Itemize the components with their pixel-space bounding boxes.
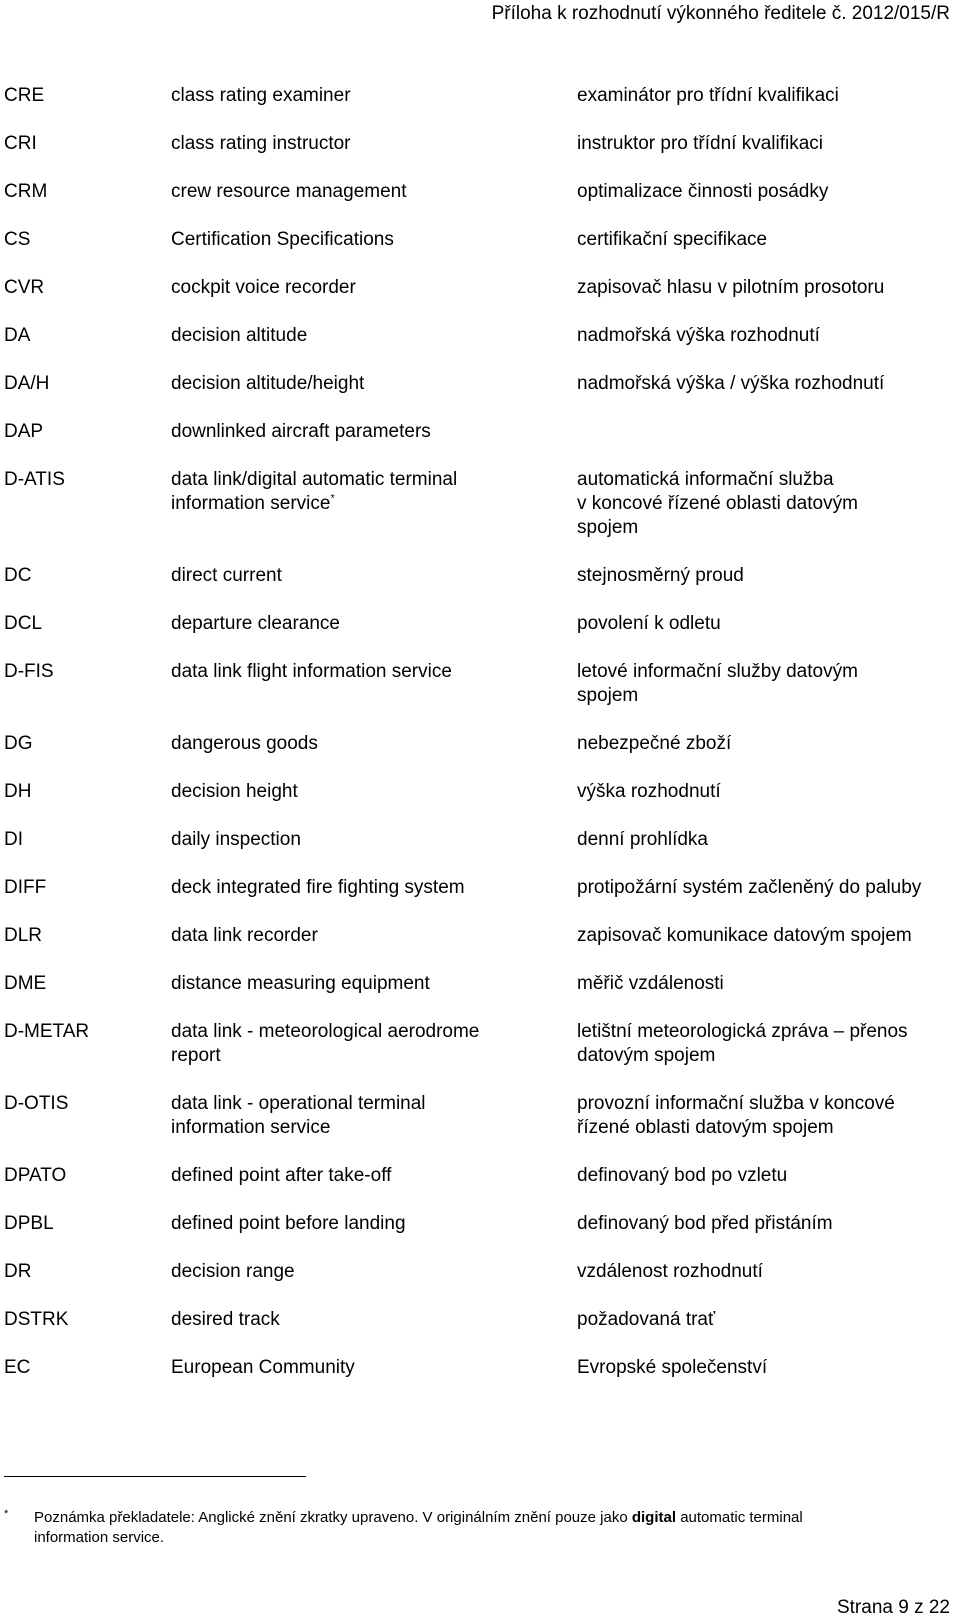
english-term-line: report xyxy=(171,1045,221,1066)
czech-term-cell xyxy=(577,1212,833,1236)
czech-term-line: v koncové řízené oblasti datovým xyxy=(577,493,858,514)
footnote-text-line2: information service. xyxy=(34,1529,165,1546)
czech-term-cell xyxy=(577,780,721,804)
english-term-cell xyxy=(171,1308,280,1332)
footnote-rule xyxy=(4,1476,306,1477)
abbreviation-cell: DPBL xyxy=(4,1213,54,1234)
english-term-line: information service xyxy=(171,1117,331,1138)
footnote xyxy=(4,1508,956,1548)
czech-term-line: examinátor pro třídní kvalifikaci xyxy=(577,85,839,106)
czech-term-cell xyxy=(577,828,708,852)
table-row xyxy=(4,420,956,444)
czech-term-line: protipožární systém začleněný do paluby xyxy=(577,877,922,898)
abbreviation-cell: CVR xyxy=(4,277,45,298)
abbreviation-cell: CS xyxy=(4,229,31,250)
czech-term-line: certifikační specifikace xyxy=(577,229,768,250)
table-row xyxy=(4,324,956,348)
czech-term-cell xyxy=(577,612,721,636)
czech-term-cell xyxy=(577,1092,895,1140)
english-term-line: decision range xyxy=(171,1261,295,1282)
footnote-bold-word: digital xyxy=(631,1509,677,1526)
page-number: Strana 9 z 22 xyxy=(836,1597,950,1618)
english-term-line: decision height xyxy=(171,781,298,802)
czech-term-line: nebezpečné zboží xyxy=(577,733,732,754)
czech-term-cell xyxy=(577,1308,715,1332)
abbreviation-cell: DG xyxy=(4,733,33,754)
czech-term-cell xyxy=(577,372,884,396)
table-row xyxy=(4,1212,956,1236)
czech-term-line: definovaný bod před přistáním xyxy=(577,1213,833,1234)
abbreviation-cell: DCL xyxy=(4,613,43,634)
czech-term-line: Evropské společenství xyxy=(577,1357,768,1378)
english-term-cell xyxy=(171,468,457,516)
czech-term-line: automatická informační služba xyxy=(577,469,834,490)
czech-term-cell xyxy=(577,132,823,156)
english-term-line: class rating examiner xyxy=(171,85,351,106)
table-row xyxy=(4,780,956,804)
footnote-text: Poznámka překladatele: Anglické znění zkratky upraveno. V originálním znění pouze jako digital automatic terminal xyxy=(34,1509,803,1526)
footnote-reference: * xyxy=(330,492,335,505)
english-term-line: direct current xyxy=(171,565,282,586)
english-term-cell xyxy=(171,1212,406,1236)
english-term-line: data link - operational terminal xyxy=(171,1093,426,1114)
english-term-cell xyxy=(171,1356,355,1380)
czech-term-line: požadovaná trať xyxy=(577,1309,716,1330)
czech-term-cell xyxy=(577,228,767,252)
czech-term-line: řízené oblasti datovým spojem xyxy=(577,1117,834,1138)
czech-term-cell xyxy=(577,732,731,756)
czech-term-cell xyxy=(577,660,858,708)
table-row xyxy=(4,1356,956,1380)
english-term-line: decision altitude xyxy=(171,325,308,346)
table-row xyxy=(4,612,956,636)
czech-term-cell xyxy=(577,84,839,108)
czech-term-line: optimalizace činnosti posádky xyxy=(577,181,829,202)
table-row xyxy=(4,468,956,540)
table-row xyxy=(4,372,956,396)
english-term-cell xyxy=(171,828,301,852)
english-term-cell xyxy=(171,876,465,900)
czech-term-line: spojem xyxy=(577,685,639,706)
table-row xyxy=(4,828,956,852)
czech-term-line: nadmořská výška rozhodnutí xyxy=(577,325,820,346)
english-term-cell xyxy=(171,972,430,996)
english-term-cell xyxy=(171,564,282,588)
czech-term-line: definovaný bod po vzletu xyxy=(577,1165,788,1186)
abbreviation-cell: D-OTIS xyxy=(4,1093,69,1114)
english-term-line: defined point after take-off xyxy=(171,1165,392,1186)
english-term-cell xyxy=(171,780,298,804)
english-term-cell xyxy=(171,924,318,948)
table-row xyxy=(4,1260,956,1284)
czech-term-line: provozní informační služba v koncové xyxy=(577,1093,895,1114)
table-row xyxy=(4,228,956,252)
table-row xyxy=(4,1092,956,1140)
english-term-line: distance measuring equipment xyxy=(171,973,430,994)
czech-term-cell xyxy=(577,180,828,204)
english-term-line: desired track xyxy=(171,1309,280,1330)
czech-term-line: výška rozhodnutí xyxy=(577,781,721,802)
czech-term-line: letové informační služby datovým xyxy=(577,661,858,682)
english-term-line: data link flight information service xyxy=(171,661,452,682)
english-term-cell xyxy=(171,372,364,396)
table-row xyxy=(4,732,956,756)
abbreviation-cell: D-ATIS xyxy=(4,469,65,490)
table-row xyxy=(4,1164,956,1188)
table-row xyxy=(4,132,956,156)
table-row xyxy=(4,276,956,300)
english-term-cell xyxy=(171,732,318,756)
english-term-line: class rating instructor xyxy=(171,133,351,154)
english-term-cell xyxy=(171,180,407,204)
czech-term-cell xyxy=(577,564,744,588)
abbreviation-cell: DA/H xyxy=(4,373,50,394)
english-term-cell xyxy=(171,612,340,636)
czech-term-line: denní prohlídka xyxy=(577,829,708,850)
abbreviation-cell: DAP xyxy=(4,421,44,442)
english-term-line: dangerous goods xyxy=(171,733,318,754)
english-term-cell xyxy=(171,324,307,348)
table-row xyxy=(4,1308,956,1332)
english-term-line: deck integrated fire fighting system xyxy=(171,877,465,898)
english-term-cell xyxy=(171,420,431,444)
english-term-line: downlinked aircraft parameters xyxy=(171,421,431,442)
english-term-cell xyxy=(171,228,394,252)
english-term-line: crew resource management xyxy=(171,181,407,202)
czech-term-cell xyxy=(577,924,912,948)
czech-term-line: instruktor pro třídní kvalifikaci xyxy=(577,133,824,154)
abbreviation-cell: DA xyxy=(4,325,31,346)
table-row xyxy=(4,924,956,948)
czech-term-cell xyxy=(577,1356,767,1380)
abbreviation-cell: DME xyxy=(4,973,47,994)
english-term-line: Certification Specifications xyxy=(171,229,394,250)
czech-term-line: zapisovač komunikace datovým spojem xyxy=(577,925,912,946)
page-header: Příloha k rozhodnutí výkonného ředitele č. 2012/015/R xyxy=(491,3,950,24)
english-term-line: cockpit voice recorder xyxy=(171,277,356,298)
abbreviation-cell: DSTRK xyxy=(4,1309,69,1330)
czech-term-line: povolení k odletu xyxy=(577,613,721,634)
table-row xyxy=(4,84,956,108)
table-row xyxy=(4,1020,956,1068)
english-term-cell xyxy=(171,132,351,156)
czech-term-line: vzdálenost rozhodnutí xyxy=(577,1261,763,1282)
english-term-line: decision altitude/height xyxy=(171,373,365,394)
table-row xyxy=(4,180,956,204)
english-term-cell xyxy=(171,276,356,300)
abbreviation-cell: DI xyxy=(4,829,23,850)
czech-term-line: letištní meteorologická zpráva – přenos xyxy=(577,1021,908,1042)
abbreviation-cell: DPATO xyxy=(4,1165,67,1186)
czech-term-line: nadmořská výška / výška rozhodnutí xyxy=(577,373,885,394)
abbreviation-cell: CRE xyxy=(4,85,45,106)
english-term-line: data link recorder xyxy=(171,925,318,946)
english-term-cell xyxy=(171,660,452,684)
czech-term-cell xyxy=(577,972,724,996)
english-term-cell xyxy=(171,1164,391,1188)
czech-term-cell xyxy=(577,468,858,540)
abbreviation-cell: DC xyxy=(4,565,32,586)
czech-term-cell xyxy=(577,324,820,348)
czech-term-cell xyxy=(577,1020,908,1068)
english-term-line: data link - meteorological aerodrome xyxy=(171,1021,480,1042)
footnote-mark: * xyxy=(4,1508,9,1520)
table-row xyxy=(4,564,956,588)
abbreviation-cell: D-METAR xyxy=(4,1021,90,1042)
abbreviation-cell: EC xyxy=(4,1357,31,1378)
english-term-cell xyxy=(171,1020,479,1068)
english-term-line: information service* xyxy=(171,492,335,514)
english-term-cell xyxy=(171,1260,295,1284)
czech-term-cell xyxy=(577,1164,787,1188)
english-term-line: daily inspection xyxy=(171,829,301,850)
czech-term-line: zapisovač hlasu v pilotním prosotoru xyxy=(577,277,885,298)
czech-term-line: měřič vzdálenosti xyxy=(577,973,724,994)
abbreviation-cell: DIFF xyxy=(4,877,47,898)
czech-term-line: spojem xyxy=(577,517,639,538)
english-term-line: departure clearance xyxy=(171,613,340,634)
abbreviation-cell: CRM xyxy=(4,181,48,202)
czech-term-cell xyxy=(577,1260,763,1284)
abbreviation-cell: CRI xyxy=(4,133,37,154)
abbreviation-cell: DR xyxy=(4,1261,32,1282)
table-row xyxy=(4,972,956,996)
english-term-line: data link/digital automatic terminal xyxy=(171,469,458,490)
abbreviation-cell: D-FIS xyxy=(4,661,54,682)
english-term-line: defined point before landing xyxy=(171,1213,406,1234)
czech-term-cell xyxy=(577,276,884,300)
czech-term-line: stejnosměrný proud xyxy=(577,565,744,586)
table-row xyxy=(4,660,956,708)
english-term-line: European Community xyxy=(171,1357,355,1378)
english-term-cell xyxy=(171,1092,426,1140)
abbreviation-cell: DH xyxy=(4,781,32,802)
czech-term-line: datovým spojem xyxy=(577,1045,716,1066)
czech-term-cell xyxy=(577,876,921,900)
abbreviation-cell: DLR xyxy=(4,925,43,946)
english-term-cell xyxy=(171,84,351,108)
table-row xyxy=(4,876,956,900)
